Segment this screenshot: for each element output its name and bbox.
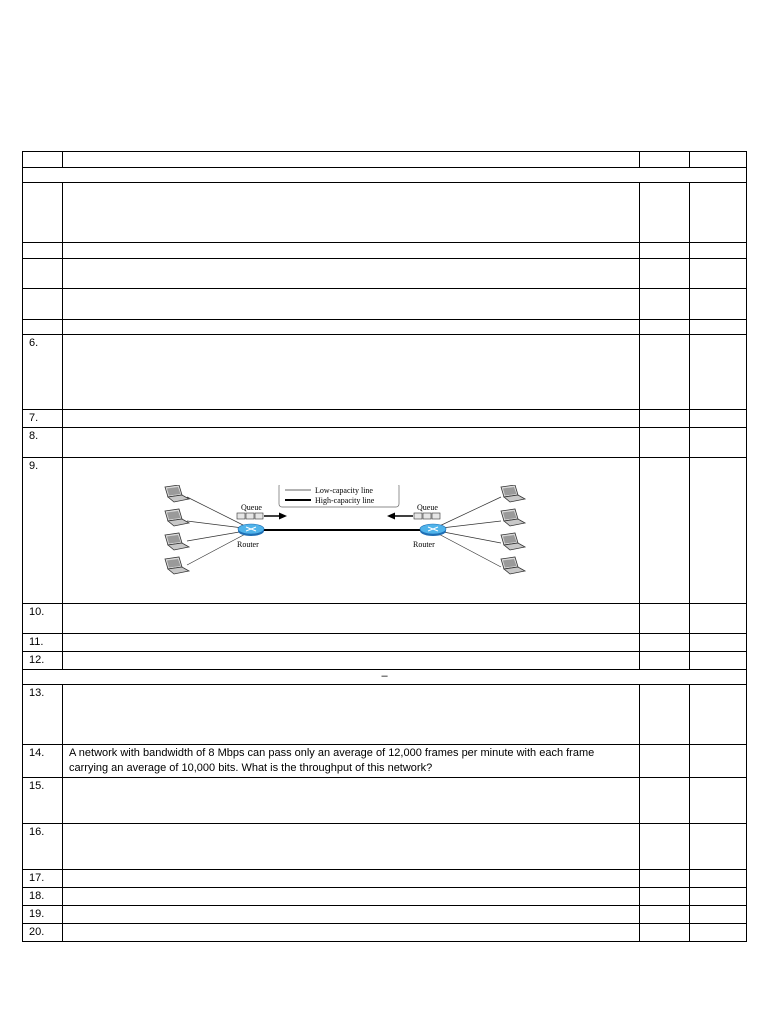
router-label-left: Router — [237, 540, 259, 549]
question-number: 8. — [23, 428, 63, 458]
mark-cell — [640, 888, 690, 906]
question-text — [63, 634, 640, 652]
section-separator-mark: – — [23, 670, 747, 685]
legend-high-label: High-capacity line — [315, 496, 375, 505]
router-label-right: Router — [413, 540, 435, 549]
question-text — [63, 924, 640, 942]
level-cell — [690, 604, 747, 634]
question-text — [63, 243, 640, 259]
table-row — [23, 906, 747, 924]
header-cell-col3 — [640, 152, 690, 168]
level-cell — [690, 428, 747, 458]
section-row — [23, 168, 747, 183]
level-cell — [690, 652, 747, 670]
question-number: 11. — [23, 634, 63, 652]
table-row — [23, 778, 747, 824]
question-number: 19. — [23, 906, 63, 924]
question-text — [63, 652, 640, 670]
question-table — [22, 151, 747, 942]
level-cell — [690, 458, 747, 604]
mark-cell — [640, 685, 690, 745]
mark-cell — [640, 906, 690, 924]
laptop-icon — [501, 533, 525, 550]
table-row — [23, 745, 747, 778]
question-number — [23, 259, 63, 289]
question-text — [63, 320, 640, 335]
congestion-network-figure — [151, 485, 531, 585]
queue-label-right: Queue — [417, 503, 438, 512]
mark-cell — [640, 652, 690, 670]
table-row — [23, 888, 747, 906]
header-row — [23, 152, 747, 168]
level-cell — [690, 243, 747, 259]
question-text — [63, 906, 640, 924]
laptop-icon — [165, 485, 189, 502]
header-cell-question — [63, 152, 640, 168]
question-text — [63, 289, 640, 320]
laptop-icon — [501, 509, 525, 526]
mark-cell — [640, 259, 690, 289]
header-cell-number — [23, 152, 63, 168]
table-row — [23, 924, 747, 942]
laptop-icon — [501, 485, 525, 502]
mark-cell — [640, 824, 690, 870]
legend — [279, 485, 399, 507]
laptop-icon — [165, 557, 189, 574]
question-text — [63, 870, 640, 888]
table-row — [23, 410, 747, 428]
level-cell — [690, 888, 747, 906]
router-icon — [238, 524, 264, 536]
question-number: 14. — [23, 745, 63, 778]
router-icon — [420, 524, 446, 536]
table-row — [23, 335, 747, 410]
question-number — [23, 243, 63, 259]
laptop-icon — [165, 509, 189, 526]
question-number: 15. — [23, 778, 63, 824]
section-separator-row — [23, 670, 747, 685]
queue-right — [387, 513, 440, 520]
level-cell — [690, 685, 747, 745]
mark-cell — [640, 604, 690, 634]
question-text — [63, 778, 640, 824]
question-number — [23, 289, 63, 320]
section-cell — [23, 168, 747, 183]
mark-cell — [640, 870, 690, 888]
queue-left — [237, 513, 287, 520]
question-number: 13. — [23, 685, 63, 745]
question-number: 10. — [23, 604, 63, 634]
mark-cell — [640, 428, 690, 458]
question-number: 18. — [23, 888, 63, 906]
table-row — [23, 458, 747, 604]
header-cell-col4 — [690, 152, 747, 168]
mark-cell — [640, 183, 690, 243]
level-cell — [690, 745, 747, 778]
mark-cell — [640, 458, 690, 604]
question-text — [63, 410, 640, 428]
mark-cell — [640, 410, 690, 428]
laptop-icon — [501, 557, 525, 574]
question-number: 17. — [23, 870, 63, 888]
table-row — [23, 320, 747, 335]
table-row — [23, 428, 747, 458]
question-text — [63, 335, 640, 410]
legend-low-label: Low-capacity line — [315, 486, 373, 495]
table-row — [23, 634, 747, 652]
table-row — [23, 652, 747, 670]
question-number — [23, 320, 63, 335]
level-cell — [690, 824, 747, 870]
mark-cell — [640, 289, 690, 320]
laptop-icon — [165, 533, 189, 550]
mark-cell — [640, 320, 690, 335]
mark-cell — [640, 778, 690, 824]
question-number: 20. — [23, 924, 63, 942]
level-cell — [690, 335, 747, 410]
question-text — [63, 259, 640, 289]
question-number — [23, 183, 63, 243]
question-number: 7. — [23, 410, 63, 428]
question-text — [63, 888, 640, 906]
level-cell — [690, 410, 747, 428]
question-number: 16. — [23, 824, 63, 870]
mark-cell — [640, 745, 690, 778]
level-cell — [690, 870, 747, 888]
question-number: 6. — [23, 335, 63, 410]
table-row — [23, 870, 747, 888]
level-cell — [690, 320, 747, 335]
question-number: 12. — [23, 652, 63, 670]
mark-cell — [640, 335, 690, 410]
table-row — [23, 259, 747, 289]
table-row — [23, 289, 747, 320]
table-row — [23, 824, 747, 870]
question-text — [63, 685, 640, 745]
question-number: 9. — [23, 458, 63, 604]
level-cell — [690, 906, 747, 924]
level-cell — [690, 634, 747, 652]
question-text: A network with bandwidth of 8 Mbps can pass only an average of 12,000 frames per minute with each frame carrying an average of 10,000 bits. What is the throughput of this network? — [63, 745, 640, 778]
table-row — [23, 243, 747, 259]
question-text — [63, 604, 640, 634]
level-cell — [690, 259, 747, 289]
level-cell — [690, 778, 747, 824]
queue-label-left: Queue — [241, 503, 262, 512]
question-content — [63, 458, 640, 604]
table-row — [23, 183, 747, 243]
question-text — [63, 428, 640, 458]
table-row — [23, 685, 747, 745]
level-cell — [690, 289, 747, 320]
question-text — [63, 183, 640, 243]
mark-cell — [640, 243, 690, 259]
table-row — [23, 604, 747, 634]
level-cell — [690, 924, 747, 942]
level-cell — [690, 183, 747, 243]
mark-cell — [640, 924, 690, 942]
mark-cell — [640, 634, 690, 652]
question-text — [63, 824, 640, 870]
